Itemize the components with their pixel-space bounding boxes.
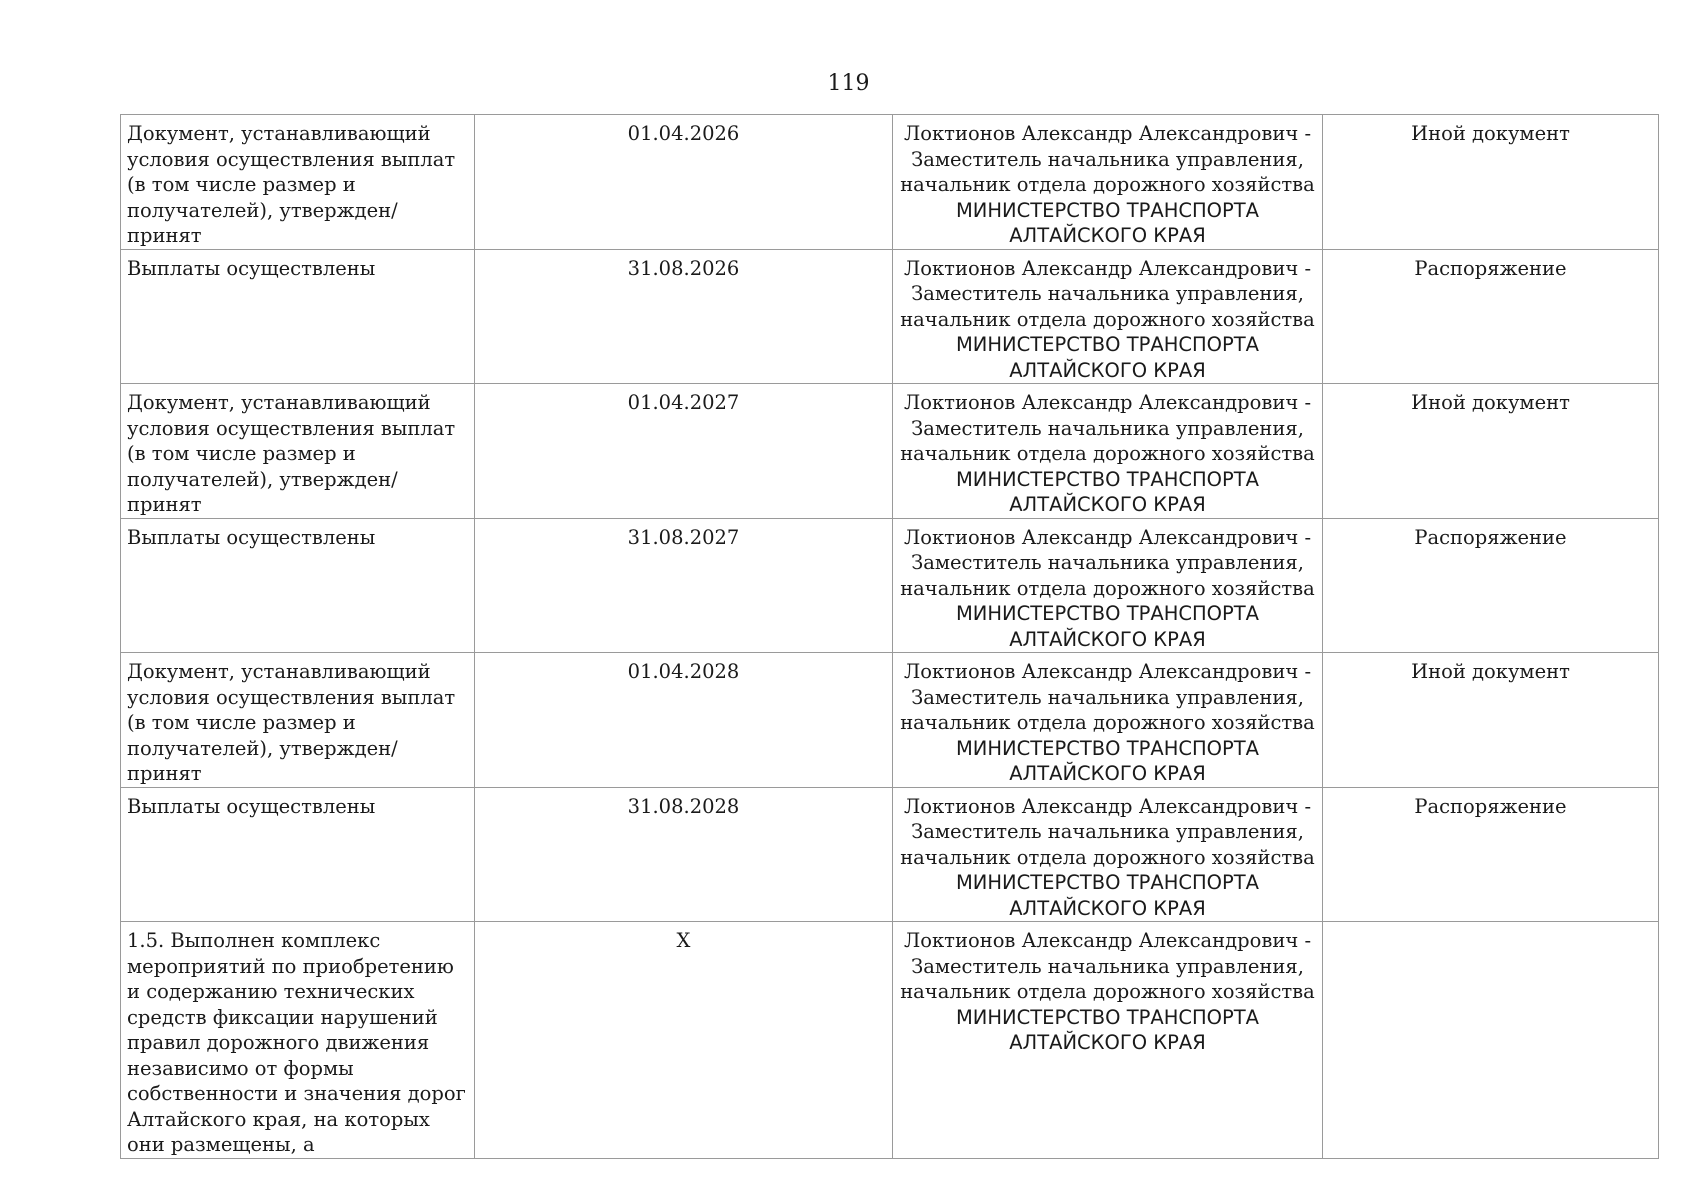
cell-document-type: Распоряжение: [1323, 518, 1659, 653]
table-row: [121, 518, 1659, 653]
responsible-person: Локтионов Александр Александрович - Заместитель начальника управления, начальник отдела дорожного хозяйства: [900, 660, 1315, 734]
cell-date: 31.08.2028: [475, 787, 893, 922]
cell-date: 01.04.2028: [475, 653, 893, 788]
cell-responsible: [893, 518, 1323, 653]
cell-document-type: Иной документ: [1323, 653, 1659, 788]
cell-event-name: Документ, устанавливающий условия осуществления выплат (в том числе размер и получателей), утвержден/принят: [121, 115, 475, 250]
cell-event-name: Документ, устанавливающий условия осуществления выплат (в том числе размер и получателей), утвержден/принят: [121, 653, 475, 788]
table-row: [121, 115, 1659, 250]
table-row: [121, 787, 1659, 922]
cell-event-name: Выплаты осуществлены: [121, 518, 475, 653]
table-row: [121, 653, 1659, 788]
responsible-person: Локтионов Александр Александрович - Заместитель начальника управления, начальник отдела дорожного хозяйства: [900, 929, 1315, 1003]
cell-responsible: [893, 653, 1323, 788]
responsible-person: Локтионов Александр Александрович - Заместитель начальника управления, начальник отдела дорожного хозяйства: [900, 256, 1315, 331]
cell-event-name: Выплаты осуществлены: [121, 787, 475, 922]
responsible-organization: МИНИСТЕРСТВО ТРАНСПОРТА АЛТАЙСКОГО КРАЯ: [955, 1005, 1260, 1054]
cell-responsible: [893, 115, 1323, 250]
responsible-person: Локтионов Александр Александрович - Заместитель начальника управления, начальник отдела дорожного хозяйства: [900, 525, 1315, 600]
cell-document-type: [1323, 922, 1659, 1159]
cell-responsible: [893, 787, 1323, 922]
cell-event-name: Выплаты осуществлены: [121, 249, 475, 384]
cell-event-name: 1.5. Выполнен комплекс мероприятий по приобретению и содержанию технических средств фиксации нарушений правил дорожного движения независимо от формы собственности и значения дорог Алтайского края, на которых они размещены, а: [121, 922, 475, 1159]
table-row: [121, 384, 1659, 519]
responsible-organization: МИНИСТЕРСТВО ТРАНСПОРТА АЛТАЙСКОГО КРАЯ: [955, 871, 1260, 920]
responsible-person: Локтионов Александр Александрович - Заместитель начальника управления, начальник отдела дорожного хозяйства: [900, 794, 1315, 869]
responsible-organization: МИНИСТЕРСТВО ТРАНСПОРТА АЛТАЙСКОГО КРАЯ: [955, 198, 1260, 247]
cell-document-type: Распоряжение: [1323, 787, 1659, 922]
cell-date: 01.04.2026: [475, 115, 893, 250]
cell-date: 31.08.2026: [475, 249, 893, 384]
cell-responsible: [893, 922, 1323, 1159]
responsible-person: Локтионов Александр Александрович - Заместитель начальника управления, начальник отдела дорожного хозяйства: [900, 122, 1315, 196]
responsible-organization: МИНИСТЕРСТВО ТРАНСПОРТА АЛТАЙСКОГО КРАЯ: [955, 333, 1260, 382]
responsible-person: Локтионов Александр Александрович - Заместитель начальника управления, начальник отдела дорожного хозяйства: [900, 391, 1315, 465]
cell-date: 31.08.2027: [475, 518, 893, 653]
table-row: [121, 922, 1659, 1159]
cell-document-type: Иной документ: [1323, 115, 1659, 250]
cell-document-type: Иной документ: [1323, 384, 1659, 519]
cell-responsible: [893, 384, 1323, 519]
cell-date: 01.04.2027: [475, 384, 893, 519]
responsible-organization: МИНИСТЕРСТВО ТРАНСПОРТА АЛТАЙСКОГО КРАЯ: [955, 602, 1260, 651]
page-number: 119: [827, 71, 870, 96]
responsible-organization: МИНИСТЕРСТВО ТРАНСПОРТА АЛТАЙСКОГО КРАЯ: [955, 467, 1260, 516]
cell-date: Х: [475, 922, 893, 1159]
cell-event-name: Документ, устанавливающий условия осуществления выплат (в том числе размер и получателей), утвержден/принят: [121, 384, 475, 519]
control-points-table: [120, 114, 1659, 1159]
table-row: [121, 249, 1659, 384]
cell-document-type: Распоряжение: [1323, 249, 1659, 384]
cell-responsible: [893, 249, 1323, 384]
responsible-organization: МИНИСТЕРСТВО ТРАНСПОРТА АЛТАЙСКОГО КРАЯ: [955, 736, 1260, 785]
